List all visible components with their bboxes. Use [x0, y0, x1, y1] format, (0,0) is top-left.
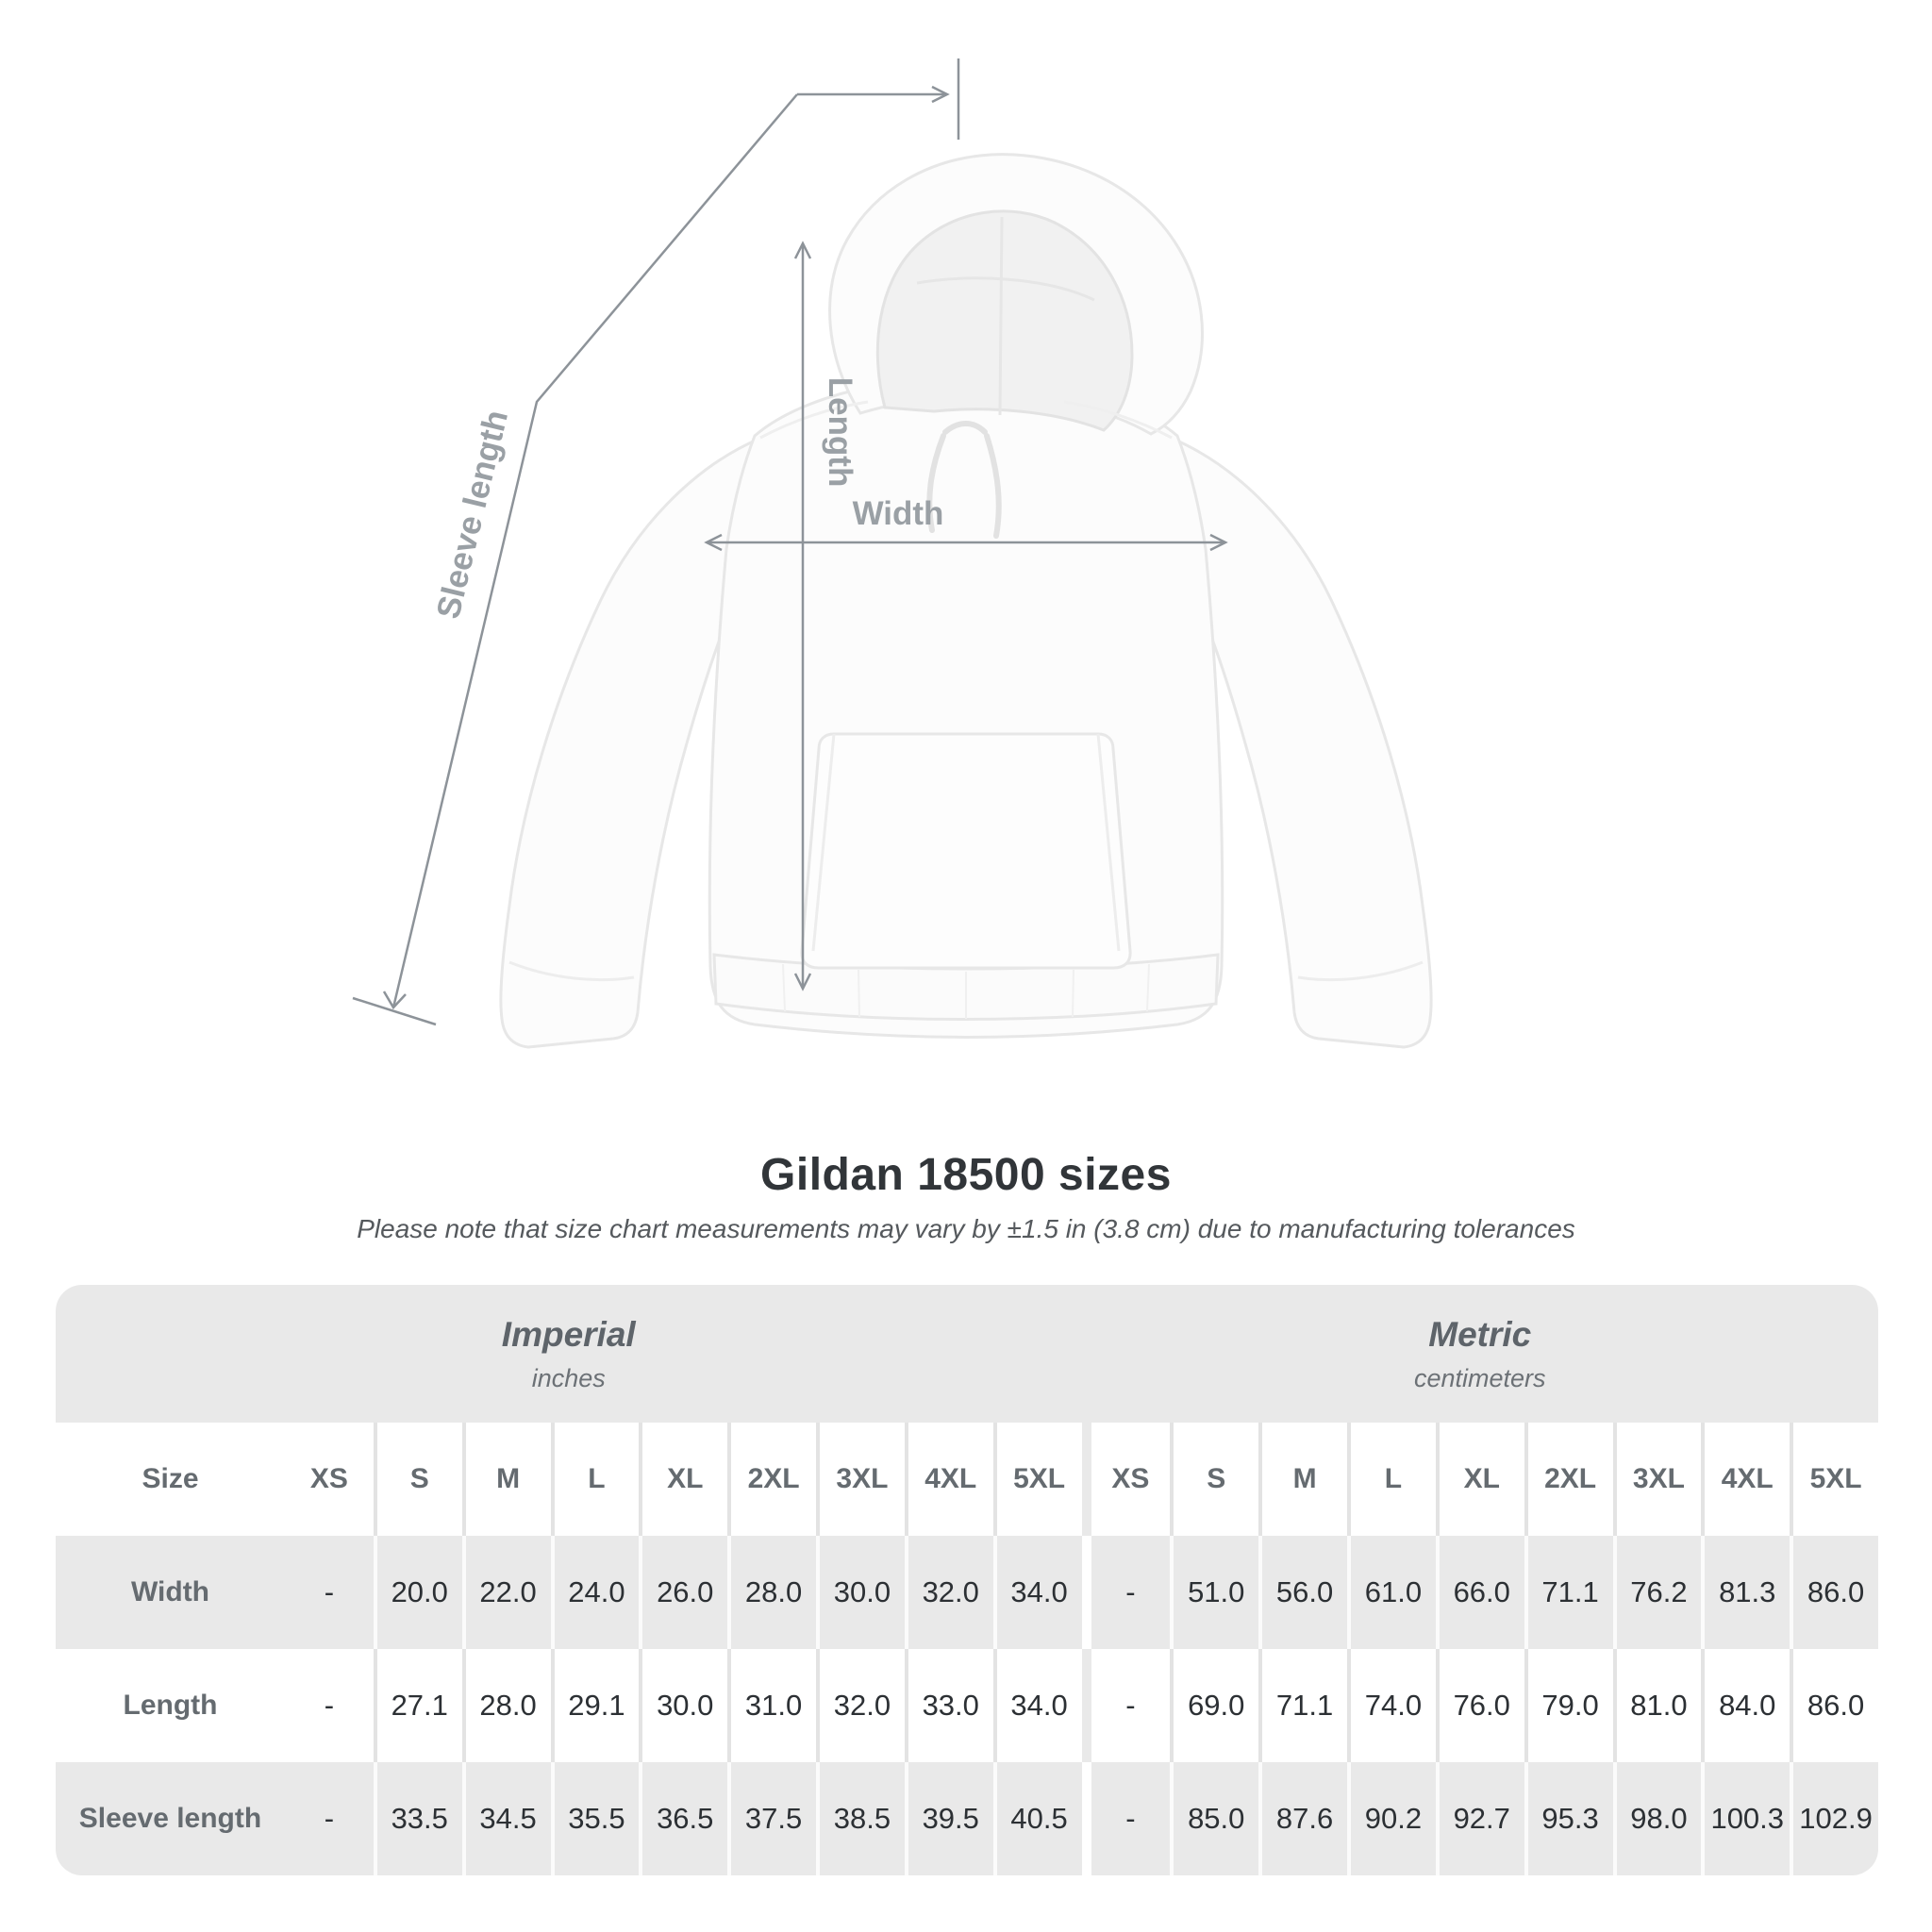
- sleeve-imperial-xl: 36.5: [639, 1762, 727, 1875]
- length-imperial-4xl: 33.0: [905, 1649, 993, 1762]
- width-metric-m: 56.0: [1258, 1536, 1347, 1649]
- col-header-imperial-xs: XS: [309, 1463, 348, 1494]
- col-header-imperial-5xl: 5XL: [993, 1423, 1082, 1536]
- length-imperial-l: 29.1: [551, 1649, 640, 1762]
- col-header-metric-xl: XL: [1436, 1423, 1524, 1536]
- metric-unit-label: centimeters: [1413, 1363, 1546, 1392]
- table-row-length: [56, 1649, 1878, 1762]
- sleeve-metric-3xl: 98.0: [1613, 1762, 1702, 1875]
- table-row-width: [56, 1536, 1878, 1649]
- width-metric-2xl: 71.1: [1524, 1536, 1613, 1649]
- size-header-row: [56, 1423, 1878, 1536]
- width-metric-xl: 66.0: [1436, 1536, 1524, 1649]
- col-header-imperial-s: S: [374, 1423, 462, 1536]
- title-block: [0, 1149, 1932, 1244]
- width-imperial-2xl: 28.0: [727, 1536, 816, 1649]
- col-header-metric-3xl: 3XL: [1613, 1423, 1702, 1536]
- sleeve-imperial-3xl: 38.5: [816, 1762, 905, 1875]
- sleeve-imperial-5xl: 40.5: [993, 1762, 1082, 1875]
- length-metric-xl: 76.0: [1436, 1649, 1524, 1762]
- sleeve-imperial-m: 34.5: [462, 1762, 551, 1875]
- col-header-metric-l: L: [1347, 1423, 1436, 1536]
- width-imperial-xl: 26.0: [639, 1536, 727, 1649]
- length-metric-m: 71.1: [1258, 1649, 1347, 1762]
- length-label: Length: [822, 376, 858, 488]
- col-header-imperial-m: M: [462, 1423, 551, 1536]
- col-header-metric-m: M: [1258, 1423, 1347, 1536]
- imperial-label: Imperial: [501, 1314, 636, 1354]
- imperial-section-header: [56, 1285, 1082, 1423]
- page-subtitle: Please note that size chart measurements may vary by ±1.5 in (3.8 cm) due to manufacturing tolerances: [357, 1214, 1575, 1243]
- width-imperial-s: 20.0: [374, 1536, 462, 1649]
- imperial-unit-label: inches: [531, 1363, 606, 1392]
- row-label-sleeve-length: Sleeve length: [78, 1803, 262, 1834]
- width-metric-4xl: 81.3: [1701, 1536, 1790, 1649]
- length-metric-xs: -: [1082, 1649, 1171, 1762]
- width-imperial-m: 22.0: [462, 1536, 551, 1649]
- width-imperial-xs: -: [324, 1575, 335, 1608]
- row-label-length: Length: [123, 1690, 218, 1721]
- sleeve-imperial-l: 35.5: [551, 1762, 640, 1875]
- sleeve-length-label: Sleeve length: [429, 407, 516, 623]
- width-imperial-4xl: 32.0: [905, 1536, 993, 1649]
- metric-label: Metric: [1428, 1314, 1532, 1354]
- length-imperial-xl: 30.0: [639, 1649, 727, 1762]
- unit-header-row: [56, 1285, 1878, 1423]
- sleeve-imperial-4xl: 39.5: [905, 1762, 993, 1875]
- size-header-cell: Size: [142, 1463, 199, 1494]
- length-metric-4xl: 84.0: [1701, 1649, 1790, 1762]
- col-header-imperial-4xl: 4XL: [905, 1423, 993, 1536]
- length-metric-s: 69.0: [1170, 1649, 1258, 1762]
- sleeve-metric-xs: -: [1082, 1762, 1171, 1875]
- length-imperial-5xl: 34.0: [993, 1649, 1082, 1762]
- sleeve-imperial-2xl: 37.5: [727, 1762, 816, 1875]
- length-imperial-3xl: 32.0: [816, 1649, 905, 1762]
- length-imperial-m: 28.0: [462, 1649, 551, 1762]
- length-imperial-xs: -: [324, 1689, 335, 1722]
- col-header-metric-2xl: 2XL: [1524, 1423, 1613, 1536]
- col-header-metric-4xl: 4XL: [1701, 1423, 1790, 1536]
- size-chart-table: [56, 1285, 1878, 1875]
- sleeve-imperial-xs: -: [324, 1802, 335, 1835]
- sleeve-metric-xl: 92.7: [1436, 1762, 1524, 1875]
- length-imperial-s: 27.1: [374, 1649, 462, 1762]
- hoodie-pocket: [802, 734, 1130, 968]
- width-metric-3xl: 76.2: [1613, 1536, 1702, 1649]
- col-header-imperial-xl: XL: [639, 1423, 727, 1536]
- sleeve-metric-l: 90.2: [1347, 1762, 1436, 1875]
- length-imperial-2xl: 31.0: [727, 1649, 816, 1762]
- width-metric-5xl: 86.0: [1790, 1536, 1878, 1649]
- length-metric-2xl: 79.0: [1524, 1649, 1613, 1762]
- row-label-width: Width: [130, 1576, 210, 1607]
- metric-section-header: [1082, 1285, 1879, 1423]
- sleeve-metric-s: 85.0: [1170, 1762, 1258, 1875]
- width-metric-xs: -: [1082, 1536, 1171, 1649]
- sleeve-metric-2xl: 95.3: [1524, 1762, 1613, 1875]
- col-header-metric-xs: XS: [1082, 1423, 1171, 1536]
- col-header-imperial-2xl: 2XL: [727, 1423, 816, 1536]
- width-metric-s: 51.0: [1170, 1536, 1258, 1649]
- length-metric-l: 74.0: [1347, 1649, 1436, 1762]
- col-header-metric-s: S: [1170, 1423, 1258, 1536]
- col-header-imperial-l: L: [551, 1423, 640, 1536]
- length-metric-5xl: 86.0: [1790, 1649, 1878, 1762]
- col-header-metric-5xl: 5XL: [1790, 1423, 1878, 1536]
- sleeve-metric-4xl: 100.3: [1701, 1762, 1790, 1875]
- page-title: Gildan 18500 sizes: [760, 1150, 1172, 1200]
- sleeve-metric-m: 87.6: [1258, 1762, 1347, 1875]
- sleeve-metric-5xl: 102.9: [1790, 1762, 1878, 1875]
- hoodie-illustration: [501, 155, 1431, 1047]
- width-imperial-3xl: 30.0: [816, 1536, 905, 1649]
- width-label: Width: [852, 495, 944, 532]
- table-row-sleeve-length: [56, 1762, 1878, 1875]
- width-imperial-l: 24.0: [551, 1536, 640, 1649]
- width-imperial-5xl: 34.0: [993, 1536, 1082, 1649]
- width-metric-l: 61.0: [1347, 1536, 1436, 1649]
- sleeve-imperial-s: 33.5: [374, 1762, 462, 1875]
- col-header-imperial-3xl: 3XL: [816, 1423, 905, 1536]
- length-metric-3xl: 81.0: [1613, 1649, 1702, 1762]
